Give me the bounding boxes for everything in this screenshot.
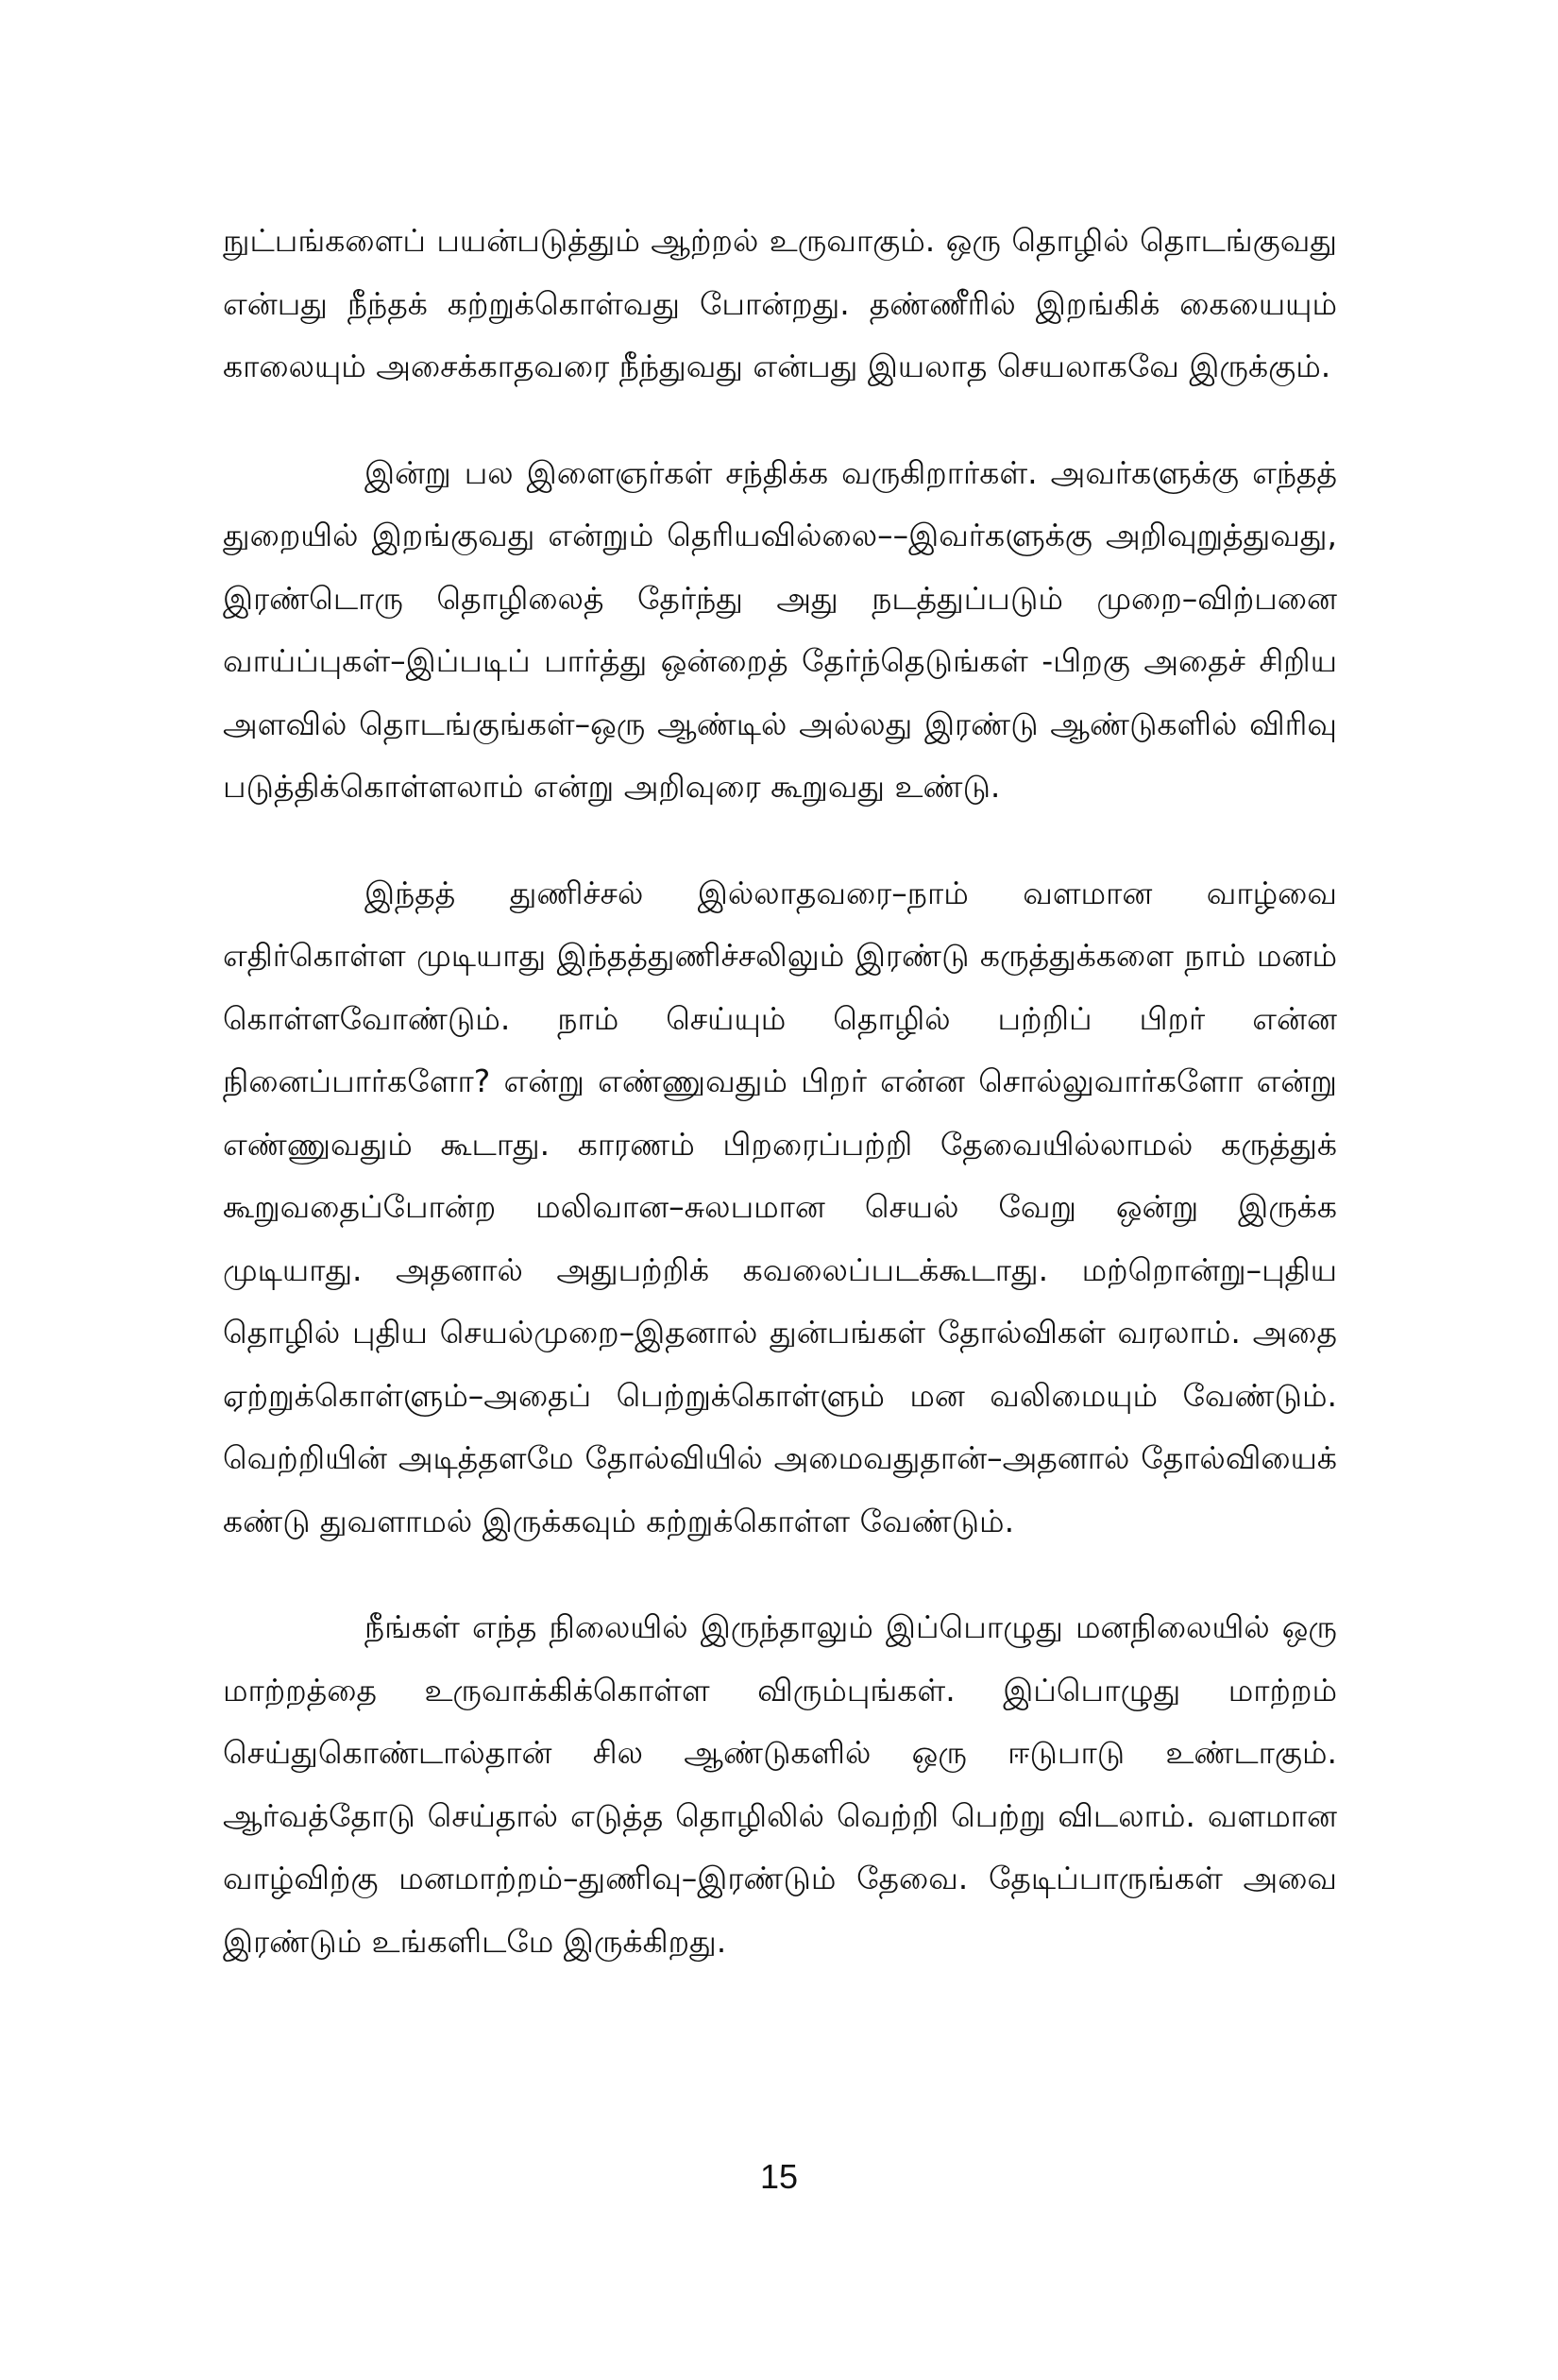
- paragraph-gap: [223, 399, 1337, 442]
- paragraph-gap: [223, 819, 1337, 862]
- paragraph-change-mindset: நீங்கள் எந்த நிலையில் இருந்தாலும் இப்பொழுது மனநிலையில் ஒரு மாற்றத்தை உருவாக்கிக்கொள்ள விரும்புங்கள். இப்பொழுது மாற்றம் செய்துகொண்டால்தான் சில ஆண்டுகளில் ஒரு ஈடுபாடு உண்டாகும். ஆர்வத்தோடு செய்தால் எடுத்த தொழிலில் வெற்றி பெற்று விடலாம். வளமான வாழ்விற்கு மனமாற்றம்–துணிவு–இரண்டும் தேவை. தேடிப்பாருங்கள் அவை இரண்டும் உங்களிடமே இருக்கிறது.: [223, 1608, 1337, 1960]
- paragraph-youth-advice: இன்று பல இளைஞர்கள் சந்திக்க வருகிறார்கள். அவர்களுக்கு எந்தத் துறையில் இறங்குவது என்றும் தெரியவில்லை––இவர்களுக்கு அறிவுறுத்துவது, இரண்டொரு தொழிலைத் தேர்ந்து அது நடத்துப்படும் முறை–விற்பனை வாய்ப்புகள்–இப்படிப் பார்த்து ஒன்றைத் தேர்ந்தெடுங்கள் -பிறகு அதைச் சிறிய அளவில் தொடங்குங்கள்–ஒரு ஆண்டில் அல்லது இரண்டு ஆண்டுகளில் விரிவு படுத்திக்கொள்ளலாம் என்று அறிவுரை கூறுவது உண்டு.: [223, 453, 1337, 805]
- paragraph-gap: [223, 1553, 1337, 1596]
- paragraph-courage: இந்தத் துணிச்சல் இல்லாதவரை–நாம் வளமான வாழ்வை எதிர்கொள்ள முடியாது இந்தத்துணிச்சலிலும் இரண்டு கருத்துக்களை நாம் மனம் கொள்ளவோண்டும். நாம் செய்யும் தொழில் பற்றிப் பிறர் என்ன நினைப்பார்களோ? என்று எண்ணுவதும் பிறர் என்ன சொல்லுவார்களோ என்று எண்ணுவதும் கூடாது. காரணம் பிறரைப்பற்றி தேவையில்லாமல் கருத்துக் கூறுவதைப்போன்ற மலிவான–சுலபமான செயல் வேறு ஒன்று இருக்க முடியாது. அதனால் அதுபற்றிக் கவலைப்படக்கூடாது. மற்றொன்று–புதிய தொழில் புதிய செயல்முறை–இதனால் துன்பங்கள் தோல்விகள் வரலாம். அதை ஏற்றுக்கொள்ளும்–அதைப் பெற்றுக்கொள்ளும் மன வலிமையும் வேண்டும். வெற்றியின் அடித்தளமே தோல்வியில் அமைவதுதான்–அதனால் தோல்வியைக் கண்டு துவளாமல் இருக்கவும் கற்றுக்கொள்ள வேண்டும்.: [223, 874, 1337, 1539]
- page-number: 15: [759, 2157, 799, 2196]
- page-body: [223, 210, 1337, 1973]
- paragraph-continuation: நுட்பங்களைப் பயன்படுத்தும் ஆற்றல் உருவாகும். ஒரு தொழில் தொடங்குவது என்பது நீந்தக் கற்றுக்கொள்வது போன்றது. தண்ணீரில் இறங்கிக் கையையும் காலையும் அசைக்காதவரை நீந்துவது என்பது இயலாத செயலாகவே இருக்கும்.: [223, 222, 1337, 384]
